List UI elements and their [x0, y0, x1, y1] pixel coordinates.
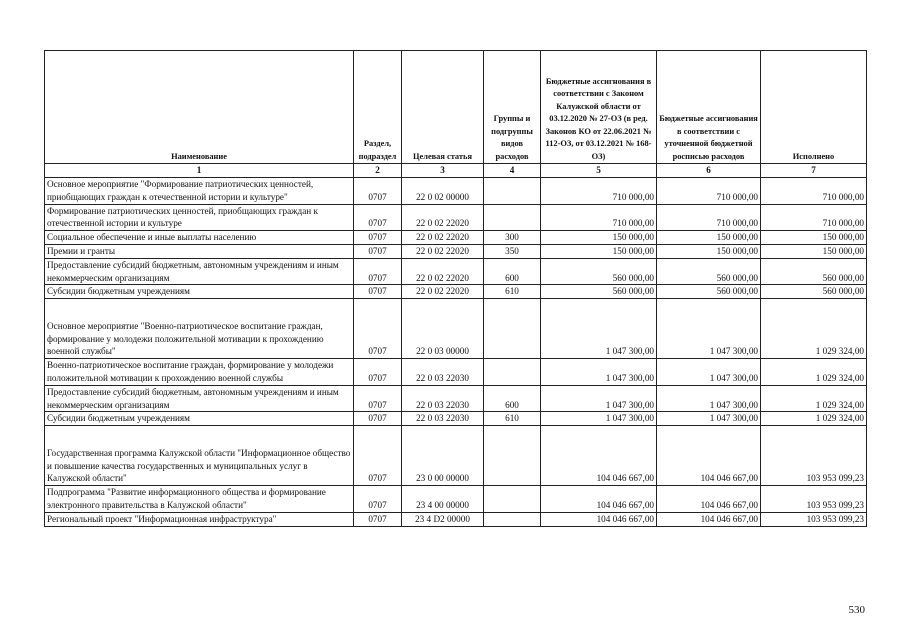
row-executed: 1 029 324,00	[761, 299, 867, 359]
row-name: Формирование патриотических ценностей, приобщающих граждан к отечественной истории и культуре	[45, 204, 354, 231]
row-budget-law: 104 046 667,00	[541, 426, 657, 486]
row-section: 0707	[354, 285, 402, 299]
row-executed: 150 000,00	[761, 244, 867, 258]
row-executed: 103 953 099,23	[761, 486, 867, 513]
header-groups: Группы и подгруппы видов расходов	[484, 51, 541, 164]
row-target: 23 4 D2 00000	[402, 512, 484, 526]
row-target: 22 0 03 22030	[402, 412, 484, 426]
row-group	[484, 359, 541, 386]
table-row	[45, 285, 867, 299]
budget-table	[44, 50, 867, 527]
header-executed: Исполнено	[761, 51, 867, 164]
table-row	[45, 258, 867, 285]
header-section: Раздел, подраздел	[354, 51, 402, 164]
row-budget-refined: 150 000,00	[657, 244, 761, 258]
row-budget-law: 1 047 300,00	[541, 359, 657, 386]
column-number: 2	[354, 164, 402, 178]
row-group	[484, 204, 541, 231]
row-group	[484, 512, 541, 526]
table-row	[45, 385, 867, 412]
table-body	[45, 178, 867, 527]
row-budget-refined: 560 000,00	[657, 285, 761, 299]
row-target: 22 0 02 22020	[402, 231, 484, 245]
row-name: Субсидии бюджетным учреждениям	[45, 285, 354, 299]
table-row	[45, 486, 867, 513]
row-budget-law: 1 047 300,00	[541, 412, 657, 426]
row-section: 0707	[354, 231, 402, 245]
table-row	[45, 426, 867, 486]
row-group: 300	[484, 231, 541, 245]
header-name: Наименование	[45, 51, 354, 164]
row-name: Подпрограмма "Развитие информационного общества и формирование электронного правительства в Калужской области"	[45, 486, 354, 513]
table-row	[45, 231, 867, 245]
row-section: 0707	[354, 512, 402, 526]
row-name: Региональный проект "Информационная инфраструктура"	[45, 512, 354, 526]
row-target: 22 0 03 22030	[402, 359, 484, 386]
row-name: Основное мероприятие "Военно-патриотическое воспитание граждан, формирование у молодежи положительной мотивации к прохождению военной службы"	[45, 299, 354, 359]
row-target: 22 0 03 22030	[402, 385, 484, 412]
row-budget-refined: 560 000,00	[657, 258, 761, 285]
row-budget-law: 1 047 300,00	[541, 385, 657, 412]
row-budget-law: 104 046 667,00	[541, 486, 657, 513]
table-row	[45, 178, 867, 205]
row-section: 0707	[354, 385, 402, 412]
row-target: 22 0 02 22020	[402, 258, 484, 285]
row-budget-refined: 710 000,00	[657, 204, 761, 231]
row-group: 610	[484, 285, 541, 299]
row-budget-refined: 1 047 300,00	[657, 299, 761, 359]
row-executed: 710 000,00	[761, 204, 867, 231]
row-budget-refined: 1 047 300,00	[657, 385, 761, 412]
row-target: 22 0 02 22020	[402, 285, 484, 299]
table-row	[45, 204, 867, 231]
table-row	[45, 244, 867, 258]
column-number: 4	[484, 164, 541, 178]
row-budget-law: 150 000,00	[541, 231, 657, 245]
row-name: Государственная программа Калужской области "Информационное общество и повышение качества государственных и муниципальных услуг в Калужской области"	[45, 426, 354, 486]
column-number: 3	[402, 164, 484, 178]
header-row	[45, 51, 867, 164]
row-executed: 103 953 099,23	[761, 512, 867, 526]
row-section: 0707	[354, 412, 402, 426]
row-executed: 1 029 324,00	[761, 412, 867, 426]
row-group: 350	[484, 244, 541, 258]
row-section: 0707	[354, 244, 402, 258]
column-number: 1	[45, 164, 354, 178]
row-name: Субсидии бюджетным учреждениям	[45, 412, 354, 426]
row-name: Основное мероприятие "Формирование патриотических ценностей, приобщающих граждан к отечественной истории и культуре"	[45, 178, 354, 205]
row-executed: 103 953 099,23	[761, 426, 867, 486]
header-budget-refined: Бюджетные ассигнования в соответствии с уточненной бюджетной росписью расходов	[657, 51, 761, 164]
row-budget-law: 710 000,00	[541, 178, 657, 205]
row-group	[484, 178, 541, 205]
row-group	[484, 426, 541, 486]
row-name: Социальное обеспечение и иные выплаты населению	[45, 231, 354, 245]
row-target: 22 0 03 00000	[402, 299, 484, 359]
row-target: 23 4 00 00000	[402, 486, 484, 513]
row-budget-law: 710 000,00	[541, 204, 657, 231]
row-executed: 1 029 324,00	[761, 385, 867, 412]
row-budget-law: 560 000,00	[541, 258, 657, 285]
row-target: 23 0 00 00000	[402, 426, 484, 486]
row-budget-refined: 1 047 300,00	[657, 412, 761, 426]
row-group: 600	[484, 385, 541, 412]
row-section: 0707	[354, 204, 402, 231]
row-group: 610	[484, 412, 541, 426]
row-budget-refined: 104 046 667,00	[657, 486, 761, 513]
table-row	[45, 359, 867, 386]
row-executed: 150 000,00	[761, 231, 867, 245]
page-number: 530	[848, 604, 865, 616]
row-executed: 710 000,00	[761, 178, 867, 205]
row-group	[484, 299, 541, 359]
row-budget-refined: 150 000,00	[657, 231, 761, 245]
row-section: 0707	[354, 178, 402, 205]
row-section: 0707	[354, 299, 402, 359]
row-budget-refined: 104 046 667,00	[657, 512, 761, 526]
column-number: 5	[541, 164, 657, 178]
row-group: 600	[484, 258, 541, 285]
table-row	[45, 512, 867, 526]
row-budget-refined: 1 047 300,00	[657, 359, 761, 386]
row-section: 0707	[354, 486, 402, 513]
column-number: 6	[657, 164, 761, 178]
row-executed: 560 000,00	[761, 285, 867, 299]
row-budget-law: 1 047 300,00	[541, 299, 657, 359]
header-budget-law: Бюджетные ассигнования в соответствии с Законом Калужской области от 03.12.2020 № 27-ОЗ (в ред. Законов КО от 22.06.2021 № 112-ОЗ, от 03.12.2021 № 168-ОЗ)	[541, 51, 657, 164]
row-name: Военно-патриотическое воспитание граждан, формирование у молодежи положительной мотивации к прохождению военной службы	[45, 359, 354, 386]
row-name: Премии и гранты	[45, 244, 354, 258]
row-name: Предоставление субсидий бюджетным, автономным учреждениям и иным некоммерческим организациям	[45, 258, 354, 285]
row-budget-refined: 104 046 667,00	[657, 426, 761, 486]
row-executed: 1 029 324,00	[761, 359, 867, 386]
row-executed: 560 000,00	[761, 258, 867, 285]
row-section: 0707	[354, 258, 402, 285]
column-number-row	[45, 164, 867, 178]
row-target: 22 0 02 22020	[402, 204, 484, 231]
column-number: 7	[761, 164, 867, 178]
table-row	[45, 412, 867, 426]
table-row	[45, 299, 867, 359]
row-section: 0707	[354, 426, 402, 486]
row-budget-law: 150 000,00	[541, 244, 657, 258]
row-budget-law: 560 000,00	[541, 285, 657, 299]
row-target: 22 0 02 00000	[402, 178, 484, 205]
row-name: Предоставление субсидий бюджетным, автономным учреждениям и иным некоммерческим организациям	[45, 385, 354, 412]
row-group	[484, 486, 541, 513]
row-section: 0707	[354, 359, 402, 386]
row-budget-refined: 710 000,00	[657, 178, 761, 205]
row-budget-law: 104 046 667,00	[541, 512, 657, 526]
row-target: 22 0 02 22020	[402, 244, 484, 258]
header-target: Целевая статья	[402, 51, 484, 164]
